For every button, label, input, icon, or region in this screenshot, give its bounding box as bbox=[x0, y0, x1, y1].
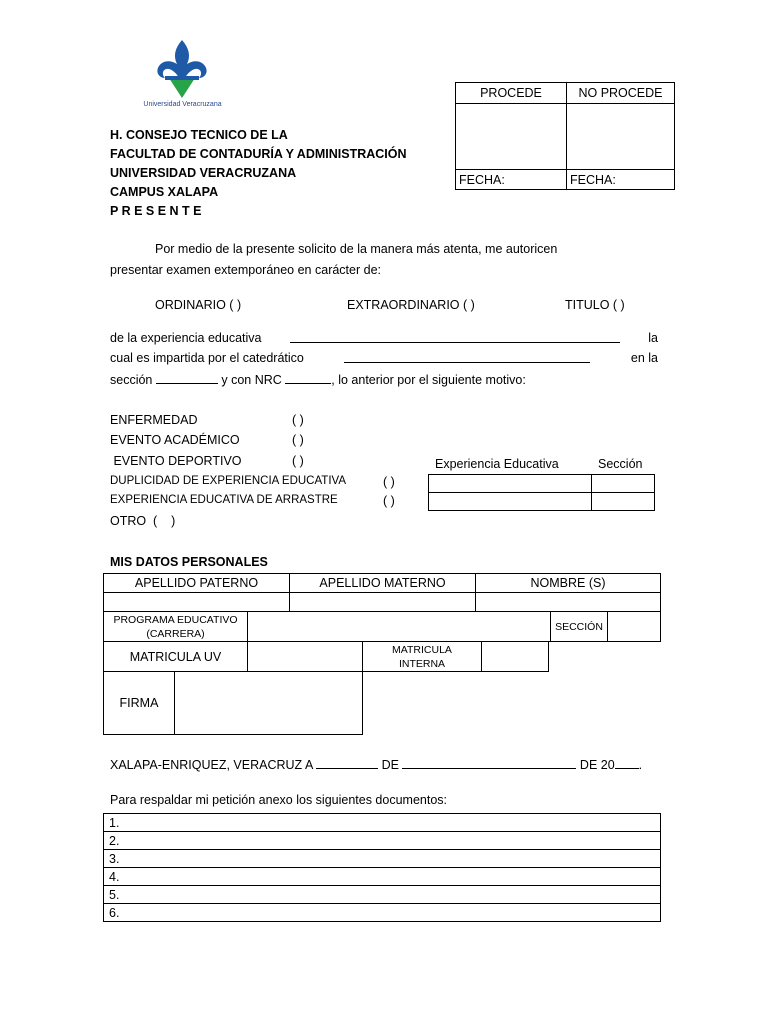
university-logo-caption: Universidad Veracruzana bbox=[143, 101, 222, 108]
programa-label-line-1: PROGRAMA EDUCATIVO bbox=[113, 613, 238, 626]
apellido-paterno-header: APELLIDO PATERNO bbox=[104, 574, 290, 593]
addressee-line-3: UNIVERSIDAD VERACRUZANA bbox=[110, 166, 297, 180]
matricula-interna-label bbox=[363, 642, 482, 672]
fecha-no-procede[interactable]: FECHA: bbox=[567, 170, 675, 190]
date-month-blank[interactable] bbox=[402, 757, 576, 769]
seccion-label: SECCIÓN bbox=[551, 612, 608, 642]
ee-table-header-ee: Experiencia Educativa bbox=[435, 457, 559, 471]
matricula-uv-field[interactable] bbox=[248, 642, 363, 672]
date-city-label: XALAPA-ENRIQUEZ, VERACRUZ A bbox=[110, 758, 313, 772]
nombre-header: NOMBRE (S) bbox=[476, 574, 661, 593]
intro-line-1: Por medio de la presente solicito de la manera más atenta, me autoricen bbox=[155, 242, 558, 256]
apellido-materno-field[interactable] bbox=[290, 593, 476, 612]
reason-evento-deportivo-mark[interactable]: ( ) bbox=[292, 454, 304, 468]
procede-header: PROCEDE bbox=[456, 83, 567, 104]
document-row-1[interactable]: 1. bbox=[104, 814, 661, 832]
experiencia-suffix: la bbox=[648, 331, 658, 345]
no-procede-header: NO PROCEDE bbox=[567, 83, 675, 104]
firma-field[interactable] bbox=[175, 672, 363, 735]
reason-otro[interactable]: OTRO ( ) bbox=[110, 514, 176, 528]
ordinario-option[interactable]: ORDINARIO ( ) bbox=[155, 298, 242, 312]
addressee-line-4: CAMPUS XALAPA bbox=[110, 185, 219, 199]
seccion-label: sección bbox=[110, 373, 153, 387]
nrc-label: y con NRC bbox=[221, 373, 282, 387]
experiencia-blank[interactable] bbox=[290, 331, 620, 343]
decision-table bbox=[455, 82, 675, 190]
ee-table bbox=[428, 474, 655, 511]
document-row-5[interactable]: 5. bbox=[104, 886, 661, 904]
reason-evento-academico-mark[interactable]: ( ) bbox=[292, 433, 304, 447]
ee-seccion-cell[interactable] bbox=[592, 493, 655, 511]
ee-cell[interactable] bbox=[429, 493, 592, 511]
documents-heading: Para respaldar mi petición anexo los siguientes documentos: bbox=[110, 793, 447, 807]
programa-table bbox=[103, 611, 661, 642]
reason-evento-academico: EVENTO ACADÉMICO bbox=[110, 433, 240, 447]
date-period: . bbox=[638, 758, 643, 772]
addressee-line-2: FACULTAD DE CONTADURÍA Y ADMINISTRACIÓN bbox=[110, 147, 407, 161]
matricula-interna-line-1: MATRICULA bbox=[392, 643, 452, 656]
documents-table bbox=[103, 813, 661, 922]
names-table bbox=[103, 573, 661, 612]
apellido-materno-header: APELLIDO MATERNO bbox=[290, 574, 476, 593]
addressee-line-5: P R E S E N T E bbox=[110, 204, 202, 218]
catedratico-label: cual es impartida por el catedrático bbox=[110, 351, 304, 365]
ee-table-header-seccion: Sección bbox=[598, 457, 643, 471]
titulo-option[interactable]: TITULO ( ) bbox=[565, 298, 625, 312]
university-logo bbox=[135, 38, 230, 110]
matricula-interna-line-2: INTERNA bbox=[398, 657, 446, 670]
date-de-label: DE bbox=[381, 758, 399, 772]
reason-evento-deportivo: EVENTO DEPORTIVO bbox=[110, 454, 242, 468]
programa-label bbox=[104, 612, 248, 642]
seccion-nrc-line bbox=[110, 372, 526, 387]
reason-arrastre-mark[interactable]: ( ) bbox=[383, 494, 395, 508]
firma-label: FIRMA bbox=[104, 672, 175, 735]
reason-duplicidad: DUPLICIDAD DE EXPERIENCIA EDUCATIVA bbox=[110, 475, 347, 487]
fecha-procede[interactable]: FECHA: bbox=[456, 170, 567, 190]
motivo-label: , lo anterior por el siguiente motivo: bbox=[331, 373, 526, 387]
firma-table bbox=[103, 671, 363, 735]
uv-flor-de-lis-logo bbox=[135, 38, 230, 100]
catedratico-suffix: en la bbox=[630, 351, 658, 365]
procede-cell[interactable] bbox=[456, 104, 567, 170]
intro-line-2: presentar examen extemporáneo en carácter de: bbox=[110, 263, 381, 277]
date-day-blank[interactable] bbox=[316, 757, 378, 769]
date-year-label: DE 20 bbox=[579, 758, 615, 772]
addressee-block bbox=[110, 126, 407, 221]
experiencia-line bbox=[110, 331, 658, 345]
document-row-3[interactable]: 3. bbox=[104, 850, 661, 868]
date-year-blank[interactable] bbox=[615, 757, 639, 769]
matricula-uv-label: MATRICULA UV bbox=[104, 642, 248, 672]
date-line bbox=[110, 757, 642, 772]
ee-seccion-cell[interactable] bbox=[592, 475, 655, 493]
ee-cell[interactable] bbox=[429, 475, 592, 493]
programa-field[interactable] bbox=[248, 612, 551, 642]
document-row-2[interactable]: 2. bbox=[104, 832, 661, 850]
nombre-field[interactable] bbox=[476, 593, 661, 612]
reason-enfermedad: ENFERMEDAD bbox=[110, 413, 198, 427]
matricula-table bbox=[103, 641, 549, 672]
addressee-line-1: H. CONSEJO TECNICO DE LA bbox=[110, 128, 288, 142]
document-row-6[interactable]: 6. bbox=[104, 904, 661, 922]
experiencia-label: de la experiencia educativa bbox=[110, 331, 262, 345]
reason-enfermedad-mark[interactable]: ( ) bbox=[292, 413, 304, 427]
nrc-blank[interactable] bbox=[285, 372, 331, 384]
personal-data-heading: MIS DATOS PERSONALES bbox=[110, 555, 268, 569]
reason-arrastre: EXPERIENCIA EDUCATIVA DE ARRASTRE bbox=[110, 494, 338, 506]
catedratico-line bbox=[110, 351, 658, 365]
document-row-4[interactable]: 4. bbox=[104, 868, 661, 886]
reason-duplicidad-mark[interactable]: ( ) bbox=[383, 475, 395, 489]
extraordinario-option[interactable]: EXTRAORDINARIO ( ) bbox=[347, 298, 475, 312]
apellido-paterno-field[interactable] bbox=[104, 593, 290, 612]
programa-label-line-2: (CARRERA) bbox=[146, 627, 205, 640]
no-procede-cell[interactable] bbox=[567, 104, 675, 170]
matricula-interna-field[interactable] bbox=[482, 642, 549, 672]
seccion-blank[interactable] bbox=[156, 372, 218, 384]
catedratico-blank[interactable] bbox=[344, 351, 590, 363]
seccion-field[interactable] bbox=[608, 612, 661, 642]
